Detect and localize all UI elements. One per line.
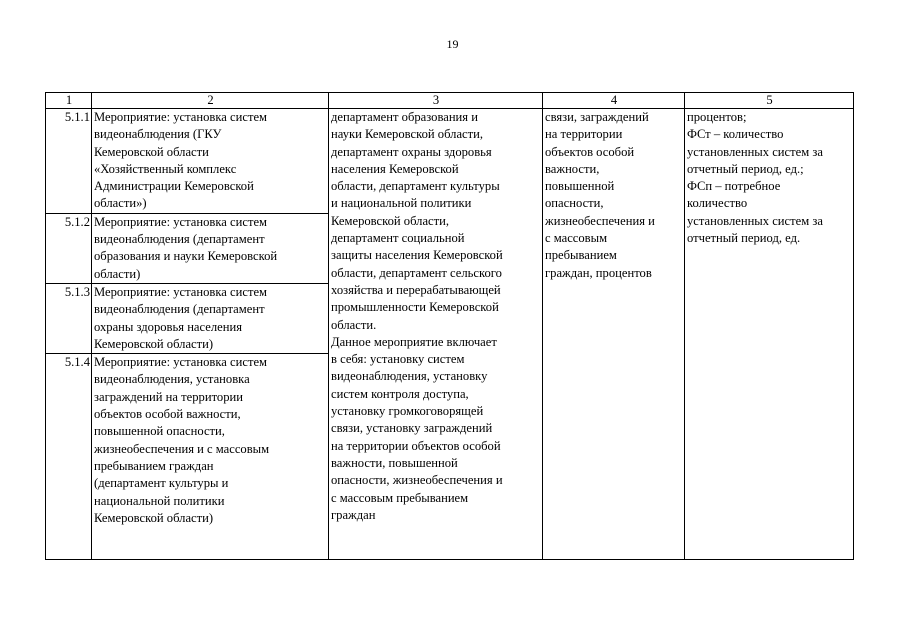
page-number: 19	[446, 37, 459, 51]
program-table	[45, 92, 854, 560]
row-number: 5.1.4	[46, 354, 92, 560]
event-description: Мероприятие: установка систем видеонаблюдения, установка заграждений на территории объектов особой важности, повышенной опасности, жизнеобеспечения и с массовым пребыванием граждан (департамент культуры и национальной политики Кемеровской области)	[92, 354, 329, 560]
event-description: Мероприятие: установка систем видеонаблюдения (ГКУ Кемеровской области «Хозяйственный комплекс Администрации Кемеровской области»)	[92, 109, 329, 214]
header-col-1: 1	[46, 93, 92, 109]
responsible-executors: департамент образования и науки Кемеровской области, департамент охраны здоровья населения Кемеровской области, департамент культуры и национальной политики Кемеровской области, департамент социальной защиты населения Кемеровской области, департамент сельского хозяйства и перерабатывающей промышленности Кемеровской области. Данное мероприятие включает в себя: установку систем видеонаблюдения, установку систем контроля доступа, установку громкоговорящей связи, установку заграждений на территории объектов особой важности, повышенной опасности, жизнеобеспечения и с массовым пребыванием граждан	[329, 109, 543, 560]
row-number: 5.1.1	[46, 109, 92, 214]
event-description: Мероприятие: установка систем видеонаблюдения (департамент образования и науки Кемеровской области)	[92, 213, 329, 283]
event-description: Мероприятие: установка систем видеонаблюдения (департамент охраны здоровья населения Кемеровской области)	[92, 283, 329, 353]
row-number: 5.1.3	[46, 283, 92, 353]
header-col-3: 3	[329, 93, 543, 109]
indicator-description: связи, заграждений на территории объектов особой важности, повышенной опасности, жизнеобеспечения и с массовым пребыванием граждан, процентов	[543, 109, 685, 560]
indicator-formula: процентов; ФСт – количество установленных систем за отчетный период, ед.; ФСп – потребное количество установленных систем за отчетный период, ед.	[685, 109, 854, 560]
table-row	[46, 109, 854, 214]
header-col-2: 2	[92, 93, 329, 109]
header-col-5: 5	[685, 93, 854, 109]
row-number: 5.1.2	[46, 213, 92, 283]
header-row	[46, 93, 854, 109]
header-col-4: 4	[543, 93, 685, 109]
